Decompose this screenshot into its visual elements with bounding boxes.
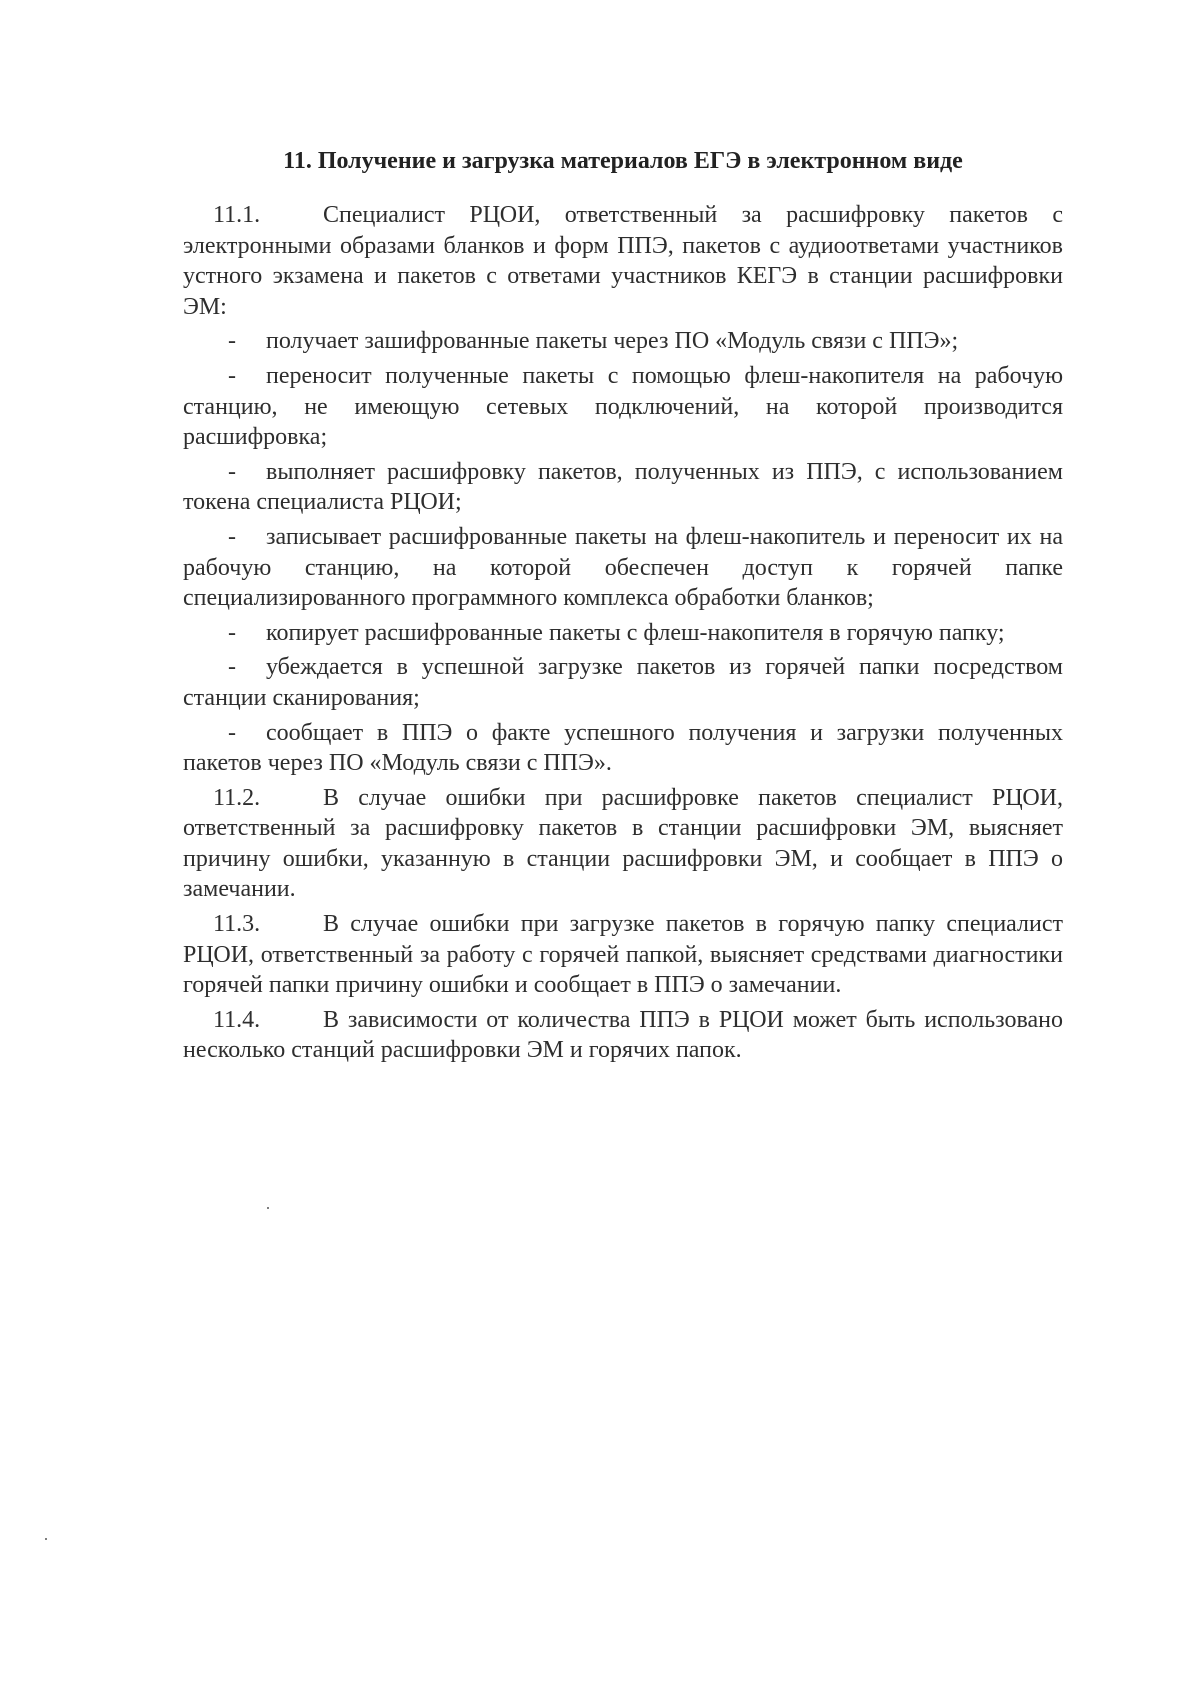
list-dash: -: [228, 719, 236, 746]
list-item-text: получает зашифрованные пакеты через ПО «Модуль связи с ППЭ»;: [266, 328, 959, 355]
list-item-text: копирует расшифрованные пакеты с флеш-накопителя в горячую папку;: [266, 619, 1005, 646]
list-item: [183, 718, 1063, 779]
list-dash: -: [228, 328, 236, 355]
list-dash: -: [228, 523, 236, 550]
list-item: [183, 522, 1063, 614]
paragraph-number: 11.2.: [213, 784, 261, 811]
list-item: [183, 652, 1063, 713]
paragraph-text: В случае ошибки при расшифровке пакетов специалист РЦОИ, ответственный за расшифровку пакетов в станции расшифровки ЭМ, выясняет причину ошибки, указанную в станции расшифровки ЭМ, и сообщает в ППЭ о замечании.: [183, 784, 1063, 903]
paragraph-11-3: [183, 909, 1063, 1001]
paragraph-11-2: [183, 783, 1063, 905]
list-item-text: переносит полученные пакеты с помощью флеш-накопителя на рабочую станцию, не имеющую сетевых подключений, на которой производится расшифровка;: [183, 362, 1063, 451]
list-item-text: убеждается в успешной загрузке пакетов из горячей папки посредством станции сканирования;: [183, 654, 1063, 711]
paragraph-text: В случае ошибки при загрузке пакетов в горячую папку специалист РЦОИ, ответственный за работу с горячей папкой, выясняет средствами диагностики горячей папки причину ошибки и сообщает в ППЭ о замечании.: [183, 911, 1063, 999]
list-dash: -: [228, 619, 236, 646]
paragraph-11-1: [183, 200, 1063, 322]
list-item-text: сообщает в ППЭ о факте успешного получения и загрузки полученных пакетов через ПО «Модуль связи с ППЭ».: [183, 719, 1063, 777]
list-item: [183, 457, 1063, 518]
paragraph-number: 11.4.: [213, 1006, 261, 1033]
list-item: [183, 326, 1063, 357]
scan-speck: [267, 1207, 269, 1209]
list-dash: -: [228, 458, 236, 485]
list-dash: -: [228, 362, 236, 389]
paragraph-number: 11.1.: [213, 202, 261, 228]
list-item-text: записывает расшифрованные пакеты на флеш-накопитель и переносит их на рабочую станцию, на которой обеспечен доступ к горячей папке специализированного программного комплекса обработки бланков;: [183, 523, 1063, 612]
list-dash: -: [228, 654, 236, 681]
paragraph-number: 11.3.: [213, 911, 261, 938]
list-item: [183, 618, 1063, 649]
section-heading: 11. Получение и загрузка материалов ЕГЭ в электронном виде: [283, 148, 963, 174]
paragraph-11-4: [183, 1005, 1063, 1066]
list-item: [183, 361, 1063, 453]
paragraph-text: В зависимости от количества ППЭ в РЦОИ может быть использовано несколько станций расшифровки ЭМ и горячих папок.: [183, 1006, 1063, 1064]
document-body: [183, 200, 1063, 1070]
scan-speck: [45, 1538, 47, 1540]
paragraph-text: Специалист РЦОИ, ответственный за расшифровку пакетов с электронными образами бланков и форм ППЭ, пакетов с аудиоответами участников устного экзамена и пакетов с ответами участников КЕГЭ в станции расшифровки ЭМ:: [183, 202, 1063, 320]
list-item-text: выполняет расшифровку пакетов, полученных из ППЭ, с использованием токена специалиста РЦОИ;: [183, 458, 1063, 516]
